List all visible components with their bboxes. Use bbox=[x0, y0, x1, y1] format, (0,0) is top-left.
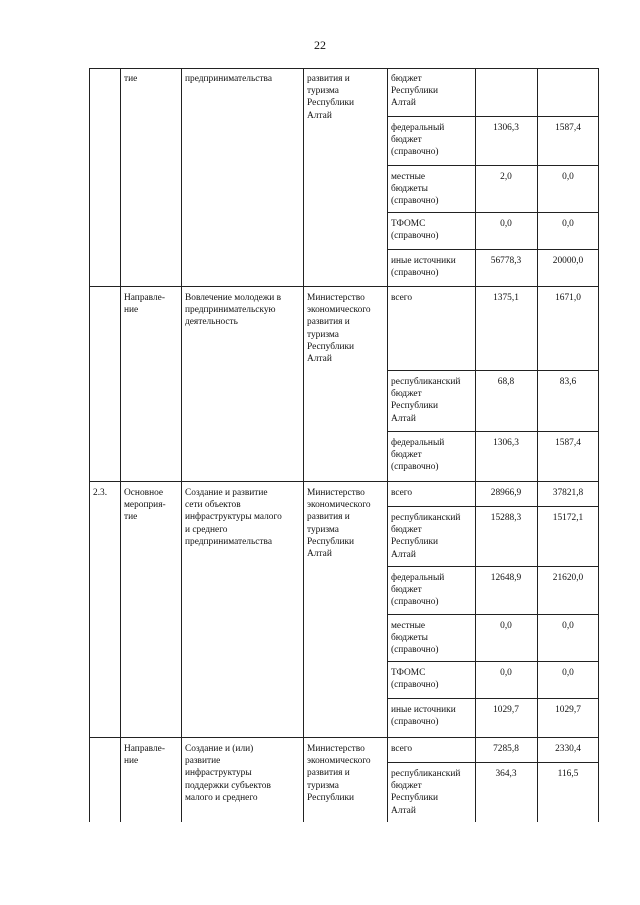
block-3-number: 2.3. bbox=[93, 488, 108, 498]
block-3-row-6-label: иные источники (справочно) bbox=[391, 705, 456, 728]
block-2-row-2-label: республиканский бюджет Республики Алтай bbox=[391, 377, 461, 424]
block-1-row-2-v2: 1587,4 bbox=[555, 123, 581, 133]
block-4-row-2-v2: 116,5 bbox=[557, 769, 579, 779]
block-1-row-4-v2: 0,0 bbox=[562, 219, 574, 229]
block-3-row-4-v1: 0,0 bbox=[500, 621, 512, 631]
block-4-executor: Министерство экономического развития и туризма Республики bbox=[307, 744, 371, 803]
block-4-row-1-label: всего bbox=[391, 744, 413, 754]
block-3-row-5-v1: 0,0 bbox=[500, 668, 512, 678]
block-3-row-6-v1: 1029,7 bbox=[493, 705, 519, 715]
block-3-kind: Основное мероприя- тие bbox=[124, 488, 166, 523]
block-2-row-1-v2: 1671,0 bbox=[555, 293, 581, 303]
block-1-name: предпринимательства bbox=[185, 74, 272, 84]
block-1-row-4-v1: 0,0 bbox=[500, 219, 512, 229]
block-3-row-2-label: республиканский бюджет Республики Алтай bbox=[391, 513, 461, 560]
block-2-kind: Направле- ние bbox=[124, 293, 165, 316]
block-4-kind: Направле- ние bbox=[124, 744, 165, 767]
block-3-executor: Министерство экономического развития и туризма Республики Алтай bbox=[307, 488, 371, 560]
block-3-row-4-label: местные бюджеты (справочно) bbox=[391, 621, 439, 656]
block-1-row-5-label: иные источники (справочно) bbox=[391, 256, 456, 279]
block-2-executor: Министерство экономического развития и туризма Республики Алтай bbox=[307, 293, 371, 365]
block-4-row-1-v2: 2330,4 bbox=[555, 744, 581, 754]
block-1-row-5-v2: 20000,0 bbox=[552, 256, 584, 266]
block-3-row-2-v2: 15172,1 bbox=[552, 513, 584, 523]
block-1-row-5-v1: 56778,3 bbox=[490, 256, 522, 266]
block-1-row-1-label: бюджет Республики Алтай bbox=[391, 74, 439, 109]
block-4-name: Создание и (или) развитие инфраструктуры поддержки субъектов малого и среднего bbox=[185, 744, 271, 803]
block-2-row-1-v1: 1375,1 bbox=[493, 293, 519, 303]
block-3-row-1-label: всего bbox=[391, 488, 413, 498]
block-2-row-3-label: федеральный бюджет (справочно) bbox=[391, 438, 445, 473]
block-1-kind: тие bbox=[124, 74, 138, 84]
block-3-row-1-v1: 28966,9 bbox=[490, 488, 522, 498]
block-2-row-3-v1: 1306,3 bbox=[493, 438, 519, 448]
block-3-row-5-v2: 0,0 bbox=[562, 668, 574, 678]
block-3-row-4-v2: 0,0 bbox=[562, 621, 574, 631]
block-2-name: Вовлечение молодежи в предпринимательскую деятельность bbox=[185, 293, 282, 328]
block-3-row-2-v1: 15288,3 bbox=[490, 513, 522, 523]
block-3-row-3-v2: 21620,0 bbox=[552, 573, 584, 583]
block-1-row-4-label: ТФОМС (справочно) bbox=[391, 219, 439, 242]
block-3-row-1-v2: 37821,8 bbox=[552, 488, 584, 498]
block-2-row-1-label: всего bbox=[391, 293, 413, 303]
block-1-row-3-label: местные бюджеты (справочно) bbox=[391, 172, 439, 207]
block-3-row-6-v2: 1029,7 bbox=[555, 705, 581, 715]
block-3-row-3-label: федеральный бюджет (справочно) bbox=[391, 573, 445, 608]
block-4-row-2-label: республиканский бюджет Республики Алтай bbox=[391, 769, 461, 816]
block-3-name: Создание и развитие сети объектов инфраструктуры малого и среднего предпринимательства bbox=[185, 488, 282, 547]
block-1-row-3-v1: 2,0 bbox=[500, 172, 512, 182]
block-4-row-1-v1: 7285,8 bbox=[493, 744, 519, 754]
block-1-row-2-v1: 1306,3 bbox=[493, 123, 519, 133]
block-3-row-5-label: ТФОМС (справочно) bbox=[391, 668, 439, 691]
block-1-executor: развития и туризма Республики Алтай bbox=[307, 74, 355, 121]
block-3-row-3-v1: 12648,9 bbox=[490, 573, 522, 583]
block-4-row-2-v1: 364,3 bbox=[495, 769, 517, 779]
block-1-row-2-label: федеральный бюджет (справочно) bbox=[391, 123, 445, 158]
block-2-row-3-v2: 1587,4 bbox=[555, 438, 581, 448]
page-number: 22 bbox=[314, 38, 326, 52]
block-2-row-2-v2: 83,6 bbox=[559, 377, 577, 387]
block-1-row-3-v2: 0,0 bbox=[562, 172, 574, 182]
block-2-row-2-v1: 68,8 bbox=[497, 377, 515, 387]
